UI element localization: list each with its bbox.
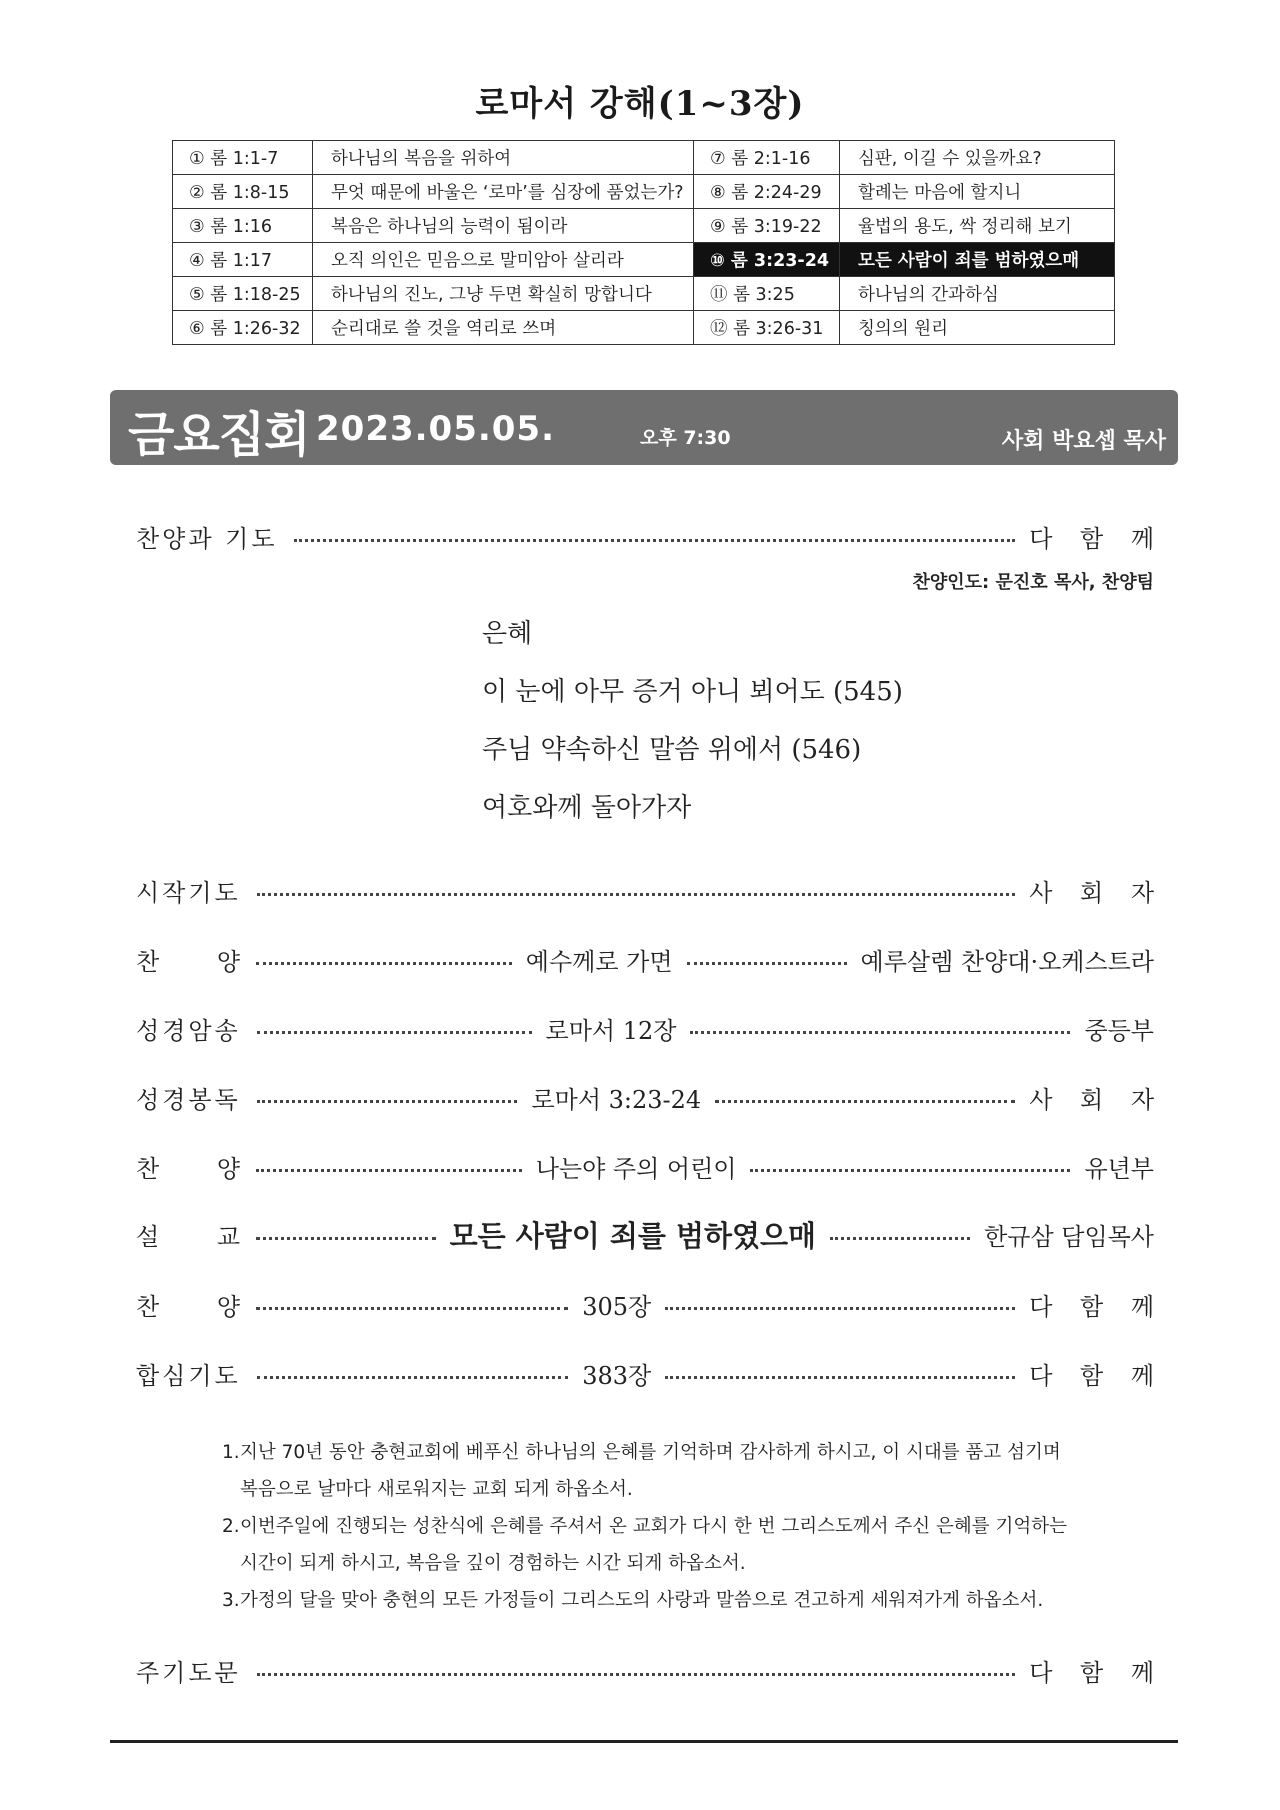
sermon-ref: ⑦ 롬 2:1-16 xyxy=(694,141,840,175)
dot-leader xyxy=(750,1164,1070,1172)
order-item xyxy=(136,1353,1164,1393)
sermon-ref: ⑪ 롬 3:25 xyxy=(694,277,840,311)
sermon-ref: ⑧ 롬 2:24-29 xyxy=(694,175,840,209)
order-person: 다 함 께 xyxy=(1029,1361,1164,1390)
dot-leader xyxy=(257,888,1015,896)
service-title: 금요집회 xyxy=(128,407,310,463)
order-label: 성경봉독 xyxy=(136,1085,241,1114)
order-item xyxy=(136,1284,1164,1324)
dot-leader xyxy=(257,1095,518,1103)
order-item xyxy=(136,1077,1164,1117)
song-item: 은혜 xyxy=(482,619,533,649)
order-person: 다 함 께 xyxy=(1029,524,1164,553)
order-item-sermon xyxy=(136,1214,1154,1254)
sermon-ref: ③ 롬 1:16 xyxy=(173,209,313,243)
order-person: 한규삼 담임목사 xyxy=(984,1222,1154,1251)
order-person: 유년부 xyxy=(1084,1154,1154,1183)
sermon-title: 복음은 하나님의 능력이 됨이라 xyxy=(313,209,694,243)
dot-leader xyxy=(257,1668,1015,1676)
sermon-title: 하나님의 진노, 그냥 두면 확실히 망합니다 xyxy=(313,277,694,311)
order-label: 주기도문 xyxy=(136,1658,241,1687)
order-item xyxy=(136,939,1154,979)
order-content: 383장 xyxy=(582,1361,652,1390)
prayer-line: 복음으로 날마다 새로워지는 교회 되게 하옵소서. xyxy=(240,1479,633,1500)
current-sermon-title: 모든 사람이 죄를 범하였으매 xyxy=(840,243,1115,277)
dot-leader xyxy=(830,1232,970,1240)
order-content: 예수께로 가면 xyxy=(525,947,673,976)
sermon-title: 할례는 마음에 할지니 xyxy=(840,175,1115,209)
table-row xyxy=(173,311,1115,345)
footer-divider xyxy=(110,1740,1178,1743)
dot-leader xyxy=(256,1164,522,1172)
sermon-title: 심판, 이길 수 있을까요? xyxy=(840,141,1115,175)
sermon-title: 율법의 용도, 싹 정리해 보기 xyxy=(840,209,1115,243)
order-person: 중등부 xyxy=(1084,1016,1154,1045)
table-row xyxy=(173,175,1115,209)
current-sermon-ref: ⑩ 롬 3:23-24 xyxy=(694,243,840,277)
dot-leader xyxy=(690,1026,1070,1034)
sermon-ref: ④ 롬 1:17 xyxy=(173,243,313,277)
sermon-title: 오직 의인은 믿음으로 말미암아 살리라 xyxy=(313,243,694,277)
prayer-line: 가정의 달을 맞아 충현의 모든 가정들이 그리스도의 사랑과 말씀으로 견고하게 세워져가게 하옵소서. xyxy=(240,1590,1044,1611)
order-content: 로마서 12장 xyxy=(545,1016,677,1045)
sermon-ref: ① 롬 1:1-7 xyxy=(173,141,313,175)
dot-leader xyxy=(687,957,847,965)
sermon-title: 순리대로 쓸 것을 역리로 쓰며 xyxy=(313,311,694,345)
service-time: 오후 7:30 xyxy=(640,427,731,449)
song-item: 이 눈에 아무 증거 아니 뵈어도 (545) xyxy=(482,677,903,707)
service-banner xyxy=(110,390,1178,465)
prayer-line: 지난 70년 동안 충현교회에 베푸신 하나님의 은혜를 기억하며 감사하게 하시고, 이 시대를 품고 섬기며 xyxy=(240,1442,1061,1463)
order-person: 사 회 자 xyxy=(1029,878,1164,907)
sermon-ref: ⑨ 롬 3:19-22 xyxy=(694,209,840,243)
order-content: 로마서 3:23-24 xyxy=(531,1085,702,1114)
song-item: 여호와께 돌아가자 xyxy=(482,793,692,823)
dot-leader xyxy=(257,1371,568,1379)
dot-leader xyxy=(294,534,1016,542)
order-person: 사 회 자 xyxy=(1029,1085,1164,1114)
order-content: 나는야 주의 어린이 xyxy=(535,1154,737,1183)
prayer-line: 시간이 되게 하시고, 복음을 깊이 경험하는 시간 되게 하옵소서. xyxy=(240,1553,746,1574)
dot-leader xyxy=(257,1026,532,1034)
order-person: 다 함 께 xyxy=(1029,1658,1164,1687)
order-content: 305장 xyxy=(582,1292,652,1321)
song-item: 주님 약속하신 말씀 위에서 (546) xyxy=(482,735,862,765)
prayer-item: 1. 지난 70년 동안 충현교회에 베푸신 하나님의 은혜를 기억하며 감사하게 하시고, 이 시대를 품고 섬기며 복음으로 날마다 새로워지는 교회 되게 하옵소서. xyxy=(222,1434,1102,1508)
sermon-title: 무엇 때문에 바울은 ‘로마’를 심장에 품었는가? xyxy=(313,175,694,209)
order-label: 성경암송 xyxy=(136,1016,241,1045)
order-item xyxy=(136,1008,1154,1048)
order-item xyxy=(136,870,1164,910)
sermon-ref: ⑤ 롬 1:18-25 xyxy=(173,277,313,311)
order-label: 설 교 xyxy=(136,1222,240,1251)
sermon-ref: ② 롬 1:8-15 xyxy=(173,175,313,209)
table-row xyxy=(173,243,1115,277)
dot-leader xyxy=(256,1302,568,1310)
prayer-item: 2. 이번주일에 진행되는 성찬식에 은혜를 주셔서 온 교회가 다시 한 번 그리스도께서 주신 은혜를 기억하는 시간이 되게 하시고, 복음을 깊이 경험하는 시간 되게 하옵소서. xyxy=(222,1508,1102,1582)
order-label: 찬양과 기도 xyxy=(136,524,278,553)
order-label: 합심기도 xyxy=(136,1361,241,1390)
table-row xyxy=(173,141,1115,175)
order-label: 시작기도 xyxy=(136,878,241,907)
dot-leader xyxy=(665,1302,1015,1310)
table-row xyxy=(173,209,1115,243)
sermon-ref: ⑫ 롬 3:26-31 xyxy=(694,311,840,345)
service-host: 사회 박요셉 목사 xyxy=(1001,429,1166,454)
sermon-series-table xyxy=(172,140,1115,345)
song-list xyxy=(482,612,903,844)
dot-leader xyxy=(256,1232,436,1240)
order-label: 찬 양 xyxy=(136,1154,240,1183)
sermon-title: 하나님의 복음을 위하여 xyxy=(313,141,694,175)
sermon-title: 하나님의 간과하심 xyxy=(840,277,1115,311)
order-person: 다 함 께 xyxy=(1029,1292,1164,1321)
order-person: 예루살렘 찬양대·오케스트라 xyxy=(860,947,1154,976)
sermon-title: 칭의의 원리 xyxy=(840,311,1115,345)
order-label: 찬 양 xyxy=(136,1292,240,1321)
prayer-list xyxy=(222,1434,1102,1619)
table-row xyxy=(173,277,1115,311)
order-item xyxy=(136,1146,1154,1186)
dot-leader xyxy=(715,1095,1015,1103)
worship-leader: 찬양인도: 문진호 목사, 찬양팀 xyxy=(912,572,1154,593)
prayer-item: 3. 가정의 달을 맞아 충현의 모든 가정들이 그리스도의 사랑과 말씀으로 견고하게 세워져가게 하옵소서. xyxy=(222,1582,1102,1619)
service-date: 2023.05.05. xyxy=(316,409,556,449)
dot-leader xyxy=(256,957,512,965)
series-title: 로마서 강해(1~3장) xyxy=(475,84,805,124)
order-item-praise xyxy=(136,516,1164,556)
order-item-lords-prayer xyxy=(136,1650,1164,1690)
dot-leader xyxy=(665,1371,1015,1379)
order-label: 찬 양 xyxy=(136,947,240,976)
sermon-title-main: 모든 사람이 죄를 범하였으매 xyxy=(449,1218,817,1253)
sermon-ref: ⑥ 롬 1:26-32 xyxy=(173,311,313,345)
prayer-line: 이번주일에 진행되는 성찬식에 은혜를 주셔서 온 교회가 다시 한 번 그리스도께서 주신 은혜를 기억하는 xyxy=(240,1516,1068,1537)
